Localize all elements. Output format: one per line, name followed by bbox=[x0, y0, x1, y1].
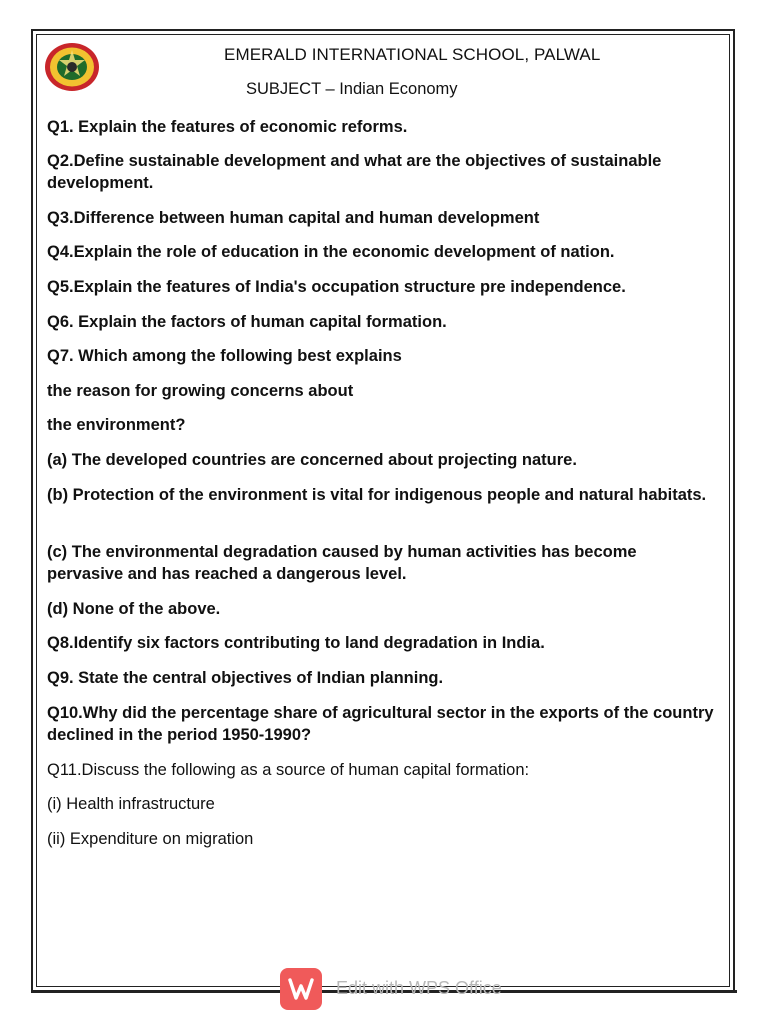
question-q11: Q11.Discuss the following as a source of human capital formation: bbox=[47, 761, 530, 779]
question-q4: Q4.Explain the role of education in the economic development of nation. bbox=[47, 243, 615, 261]
question-q6: Q6. Explain the factors of human capital formation. bbox=[47, 313, 447, 331]
question-q8: Q8.Identify six factors contributing to land degradation in India. bbox=[47, 634, 545, 652]
wps-watermark-text: Edit with WPS Office bbox=[336, 978, 502, 998]
q11-item-i: (i) Health infrastructure bbox=[47, 795, 215, 813]
question-q9: Q9. State the central objectives of Indian planning. bbox=[47, 669, 444, 687]
question-q7: Q7. Which among the following best explains bbox=[47, 347, 402, 365]
question-q10: Q10.Why did the percentage share of agricultural sector in the exports of the country declined in the period 1950-1990? bbox=[47, 704, 714, 744]
option-c: (c) The environmental degradation caused by human activities has become pervasive and has reached a dangerous level. bbox=[47, 543, 637, 583]
school-emblem-icon bbox=[44, 42, 100, 92]
question-q7-line3: the environment? bbox=[47, 416, 186, 434]
question-q2: Q2.Define sustainable development and what are the objectives of sustainable development. bbox=[47, 152, 662, 192]
wps-office-icon bbox=[280, 968, 322, 1010]
option-b: (b) Protection of the environment is vital for indigenous people and natural habitats. bbox=[47, 486, 707, 504]
question-q7-line2: the reason for growing concerns about bbox=[47, 382, 354, 400]
option-a: (a) The developed countries are concerned about projecting nature. bbox=[47, 451, 577, 469]
wps-watermark bbox=[280, 968, 520, 1012]
question-q5: Q5.Explain the features of India's occupation structure pre independence. bbox=[47, 278, 626, 296]
subject-title: SUBJECT – Indian Economy bbox=[246, 80, 458, 98]
school-name: EMERALD INTERNATIONAL SCHOOL, PALWAL bbox=[224, 45, 601, 64]
question-q1: Q1. Explain the features of economic reforms. bbox=[47, 118, 408, 136]
option-d: (d) None of the above. bbox=[47, 600, 221, 618]
q11-item-ii: (ii) Expenditure on migration bbox=[47, 830, 254, 848]
question-q3: Q3.Difference between human capital and human development bbox=[47, 209, 540, 227]
